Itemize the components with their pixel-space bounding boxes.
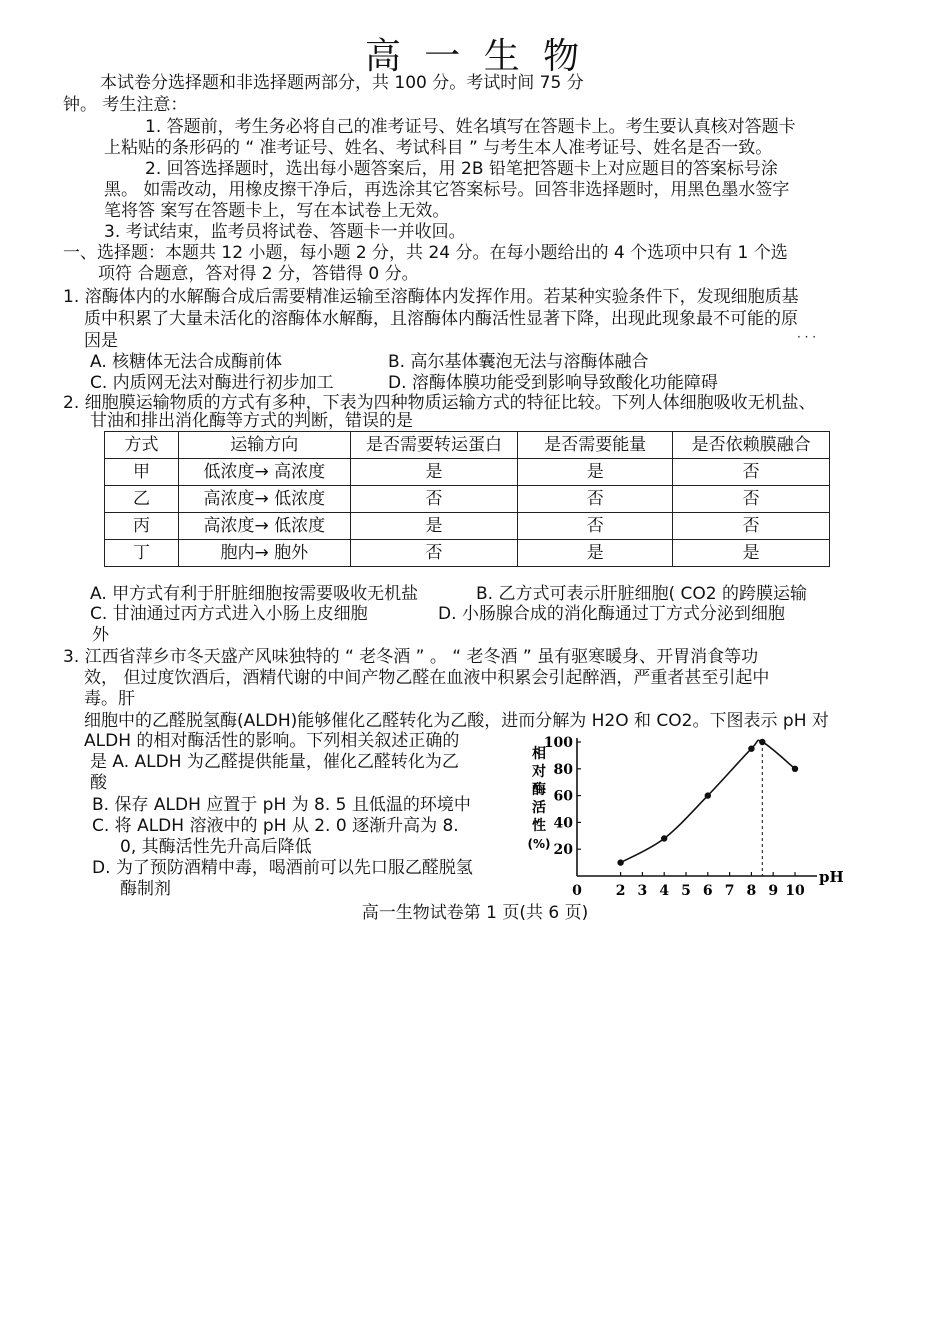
q3-option-c: C. 将 ALDH 溶液中的 pH 从 2. 0 逐渐升高为 8. (92, 816, 459, 836)
table-header: 方式 (105, 432, 179, 459)
section-heading-cont: 项符 合题意，答对得 2 分，答错得 0 分。 (98, 264, 419, 284)
table-cell: 丙 (105, 513, 179, 540)
q2-option-d-cont: 外 (92, 625, 109, 645)
table-cell: 否 (518, 486, 673, 513)
table-cell: 否 (673, 459, 830, 486)
x-tick-label: 10 (785, 883, 805, 899)
q1-option-a: A. 核糖体无法合成酶前体 (90, 352, 283, 372)
x-axis-label: pH (819, 868, 844, 886)
notice-2-cont: 笔将答 案写在答题卡上，写在本试卷上无效。 (104, 201, 450, 221)
q1-option-b: B. 高尔基体囊泡无法与溶酶体融合 (388, 352, 649, 372)
q2-option-a: A. 甲方式有利于肝脏细胞按需要吸收无机盐 (90, 584, 419, 604)
y-axis-label-char: 酶 (532, 782, 546, 798)
transport-table (104, 431, 830, 567)
intro-line: 钟。 考生注意： (63, 95, 188, 115)
table-cell: 胞内→ 胞外 (178, 540, 350, 567)
table-cell: 是 (350, 459, 518, 486)
q1-stem: 质中积累了大量未活化的溶酶体水解酶，且溶酶体内酶活性显著下降，出现此现象最不可能的原 (84, 309, 798, 329)
table-header: 是否依赖膜融合 (673, 432, 830, 459)
y-tick-label: 100 (543, 735, 573, 751)
x-tick-label: 5 (681, 883, 691, 899)
x-tick-label: 6 (702, 883, 713, 899)
y-tick-label: 40 (553, 815, 573, 832)
q3-option-c-cont: 0, 其酶活性先升高后降低 (120, 837, 312, 857)
q3-stem: 效， 但过度饮酒后，酒精代谢的中间产物乙醛在血液中积累会引起醉酒，严重者甚至引起中 (84, 668, 770, 688)
table-header: 是否需要转运蛋白 (350, 432, 518, 459)
table-cell: 丁 (105, 540, 179, 567)
q2-option-c: C. 甘油通过丙方式进入小肠上皮细胞 (90, 604, 368, 624)
data-point (617, 859, 623, 865)
table-header: 是否需要能量 (518, 432, 673, 459)
x-tick-label: 7 (724, 883, 735, 899)
data-point (748, 746, 754, 752)
table-cell: 否 (350, 540, 518, 567)
page-title: 高 一 生 物 (364, 36, 586, 77)
q2-stem: 2. 细胞膜运输物质的方式有多种，下表为四种物质运输方式的特征比较。下列人体细胞吸收无机盐、 (63, 393, 816, 413)
y-axis-label-char: 相 (532, 746, 546, 762)
table-header: 运输方向 (178, 432, 350, 459)
q3-option-b: B. 保存 ALDH 应置于 pH 为 8. 5 且低温的环境中 (92, 795, 471, 815)
x-tick-label: 9 (768, 883, 779, 899)
table-row (105, 513, 830, 540)
x-tick-label: 8 (746, 883, 757, 899)
q3-stem: 3. 江西省萍乡市冬天盛产风味独特的 “ 老冬酒 ” 。 “ 老冬酒 ” 虽有驱寒暖身、开胃消食等功 (63, 647, 759, 667)
q1-option-c: C. 内质网无法对酶进行初步加工 (90, 373, 334, 393)
table-cell: 高浓度→ 低浓度 (178, 486, 350, 513)
notice-2: 2. 回答选择题时，选出每小题答案后，用 2B 铅笔把答题卡上对应题目的答案标号涂 (145, 159, 778, 179)
data-point (705, 792, 711, 798)
notice-2-cont: 黑。 如需改动，用橡皮擦干净后，再选涂其它答案标号。回答非选择题时，用黑色墨水签字 (104, 180, 790, 200)
q1-stem: 因是 (84, 331, 118, 351)
table-cell: 是 (350, 513, 518, 540)
table-cell: 否 (350, 486, 518, 513)
q1-stem: 1. 溶酶体内的水解酶合成后需要精准运输至溶酶体内发挥作用。若某种实验条件下，发现细胞质基 (63, 287, 799, 307)
x-tick-label: 3 (637, 883, 648, 899)
table-cell: 是 (518, 540, 673, 567)
notice-1-cont: 上粘贴的条形码的 “ 准考证号、姓名、考试科目 ” 与考生本人准考证号、姓名是否一致。 (104, 138, 773, 158)
q3-option-d: D. 为了预防酒精中毒，喝酒前可以先口服乙醛脱氢 (92, 858, 473, 878)
data-point (661, 835, 667, 841)
q3-option-d-cont: 酶制剂 (120, 879, 171, 899)
data-point (792, 766, 798, 772)
y-tick-label: 20 (553, 842, 573, 859)
aldh-ph-chart (525, 730, 845, 900)
q2-option-d: D. 小肠腺合成的消化酶通过丁方式分泌到细胞 (438, 604, 785, 624)
q3-stem: ALDH 的相对酶活性的影响。下列相关叙述正确的 (84, 731, 460, 751)
y-tick-label: 60 (553, 788, 573, 805)
x-tick-label: 2 (615, 883, 626, 899)
emphasis-dots: · · · (797, 330, 817, 344)
table-cell: 高浓度→ 低浓度 (178, 513, 350, 540)
table-header-row (105, 432, 830, 459)
q2-option-b: B. 乙方式可表示肝脏细胞( CO2 的跨膜运输 (476, 584, 807, 604)
x-tick-label: 4 (659, 883, 670, 899)
notice-3: 3. 考试结束，监考员将试卷、答题卡一并收回。 (104, 222, 466, 242)
x-tick-label: 0 (572, 883, 582, 899)
q1-option-d: D. 溶酶体膜功能受到影响导致酸化功能障碍 (388, 373, 718, 393)
data-point (759, 739, 765, 745)
notice-1: 1. 答题前，考生务必将自己的准考证号、姓名填写在答题卡上。考生要认真核对答题卡 (145, 117, 796, 137)
table-cell: 是 (673, 540, 830, 567)
q3-option-a: 是 A. ALDH 为乙醛提供能量，催化乙醛转化为乙 (90, 752, 459, 772)
table-cell: 否 (673, 486, 830, 513)
y-axis-label-char: 活 (532, 800, 546, 816)
table-row (105, 459, 830, 486)
y-tick-label: 80 (553, 761, 573, 778)
q3-stem: 毒。肝 (84, 689, 135, 709)
activity-curve (621, 740, 795, 862)
section-heading: 一、选择题：本题共 12 小题，每小题 2 分，共 24 分。在每小题给出的 4 个选项中只有 1 个选 (63, 243, 788, 263)
q3-stem: 细胞中的乙醛脱氢酶(ALDH)能够催化乙醛转化为乙酸，进而分解为 H2O 和 CO2。下图表示 pH 对 (84, 711, 829, 731)
intro-line: 本试卷分选择题和非选择题两部分，共 100 分。考试时间 75 分 (100, 73, 584, 93)
page-footer: 高一生物试卷第 1 页(共 6 页) (361, 903, 589, 923)
table-cell: 低浓度→ 高浓度 (178, 459, 350, 486)
table-cell: 否 (673, 513, 830, 540)
q3-option-a-cont: 酸 (90, 773, 107, 793)
table-row (105, 486, 830, 513)
table-cell: 是 (518, 459, 673, 486)
table-row (105, 540, 830, 567)
y-axis-label-char: 对 (532, 764, 546, 780)
table-cell: 甲 (105, 459, 179, 486)
q2-stem: 甘油和排出消化酶等方式的判断，错误的是 (90, 411, 413, 431)
table-cell: 否 (518, 513, 673, 540)
table-cell: 乙 (105, 486, 179, 513)
y-axis-label-char: 性 (532, 818, 546, 834)
y-axis-label-char: (%) (527, 837, 551, 851)
